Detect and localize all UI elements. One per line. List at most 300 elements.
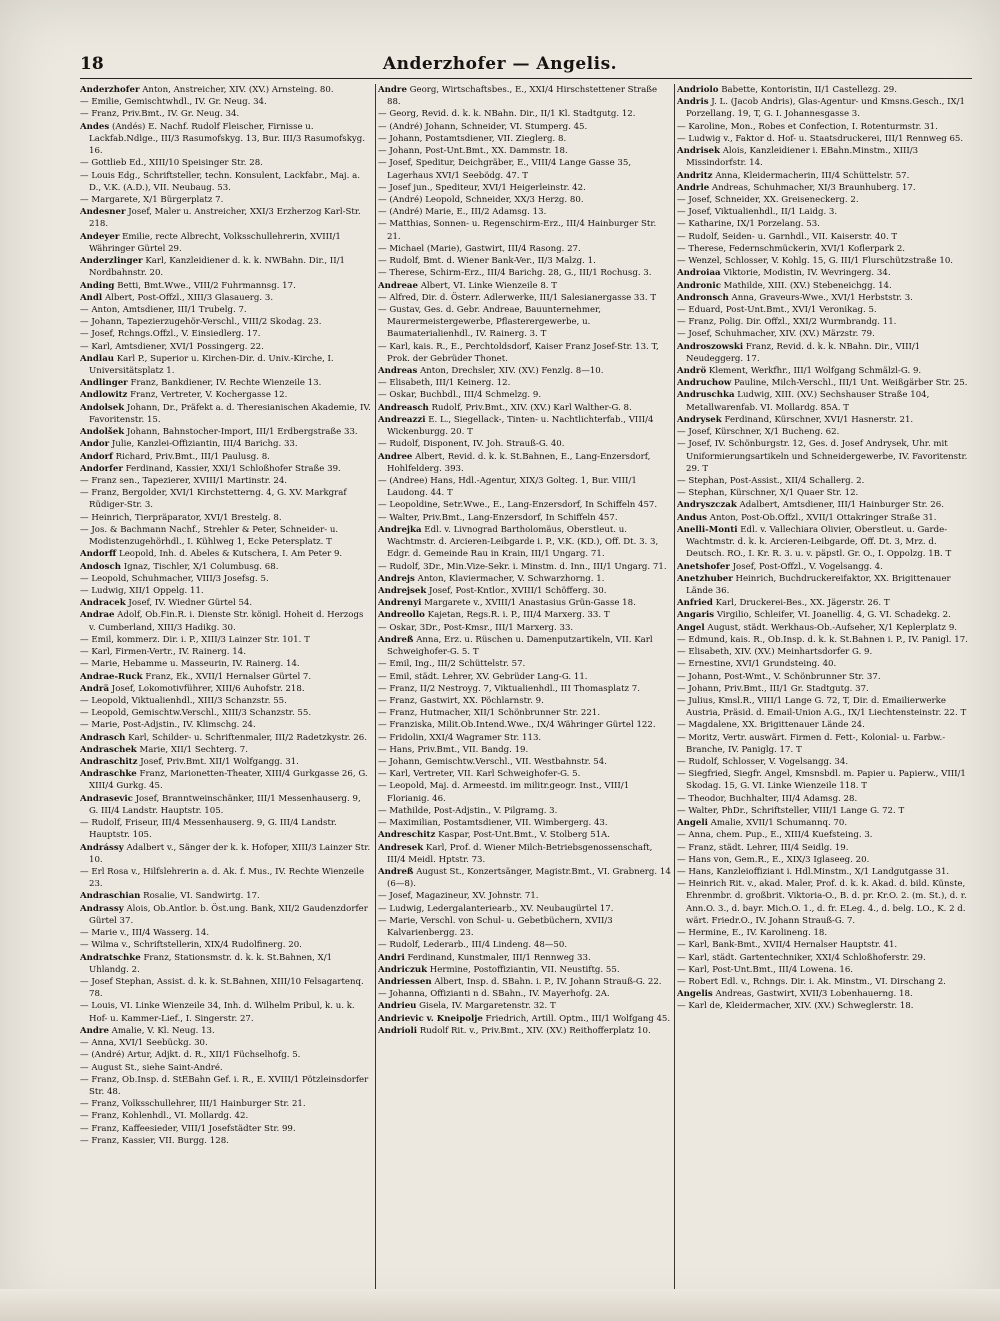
directory-entry bbox=[80, 328, 372, 340]
directory-entry bbox=[677, 133, 970, 145]
directory-entry bbox=[80, 121, 372, 158]
entry-details: — Karl, städt. Gartentechniker, XXI/4 Schloßhoferstr. 29. bbox=[677, 952, 926, 963]
directory-entry bbox=[80, 793, 372, 817]
entry-details: — Ludwig, Ledergalanteriearb., XV. Neubaugürtel 17. bbox=[378, 903, 614, 914]
entry-details: Josef, Branntweinschänker, III/1 Messenhauserg. 9, G. III/4 Landstr. Hauptstr. 105. bbox=[89, 793, 361, 816]
directory-entry bbox=[677, 231, 970, 243]
directory-entry bbox=[378, 744, 671, 756]
entry-details: Margarete v., XVIII/1 Anastasius Grün-Gasse 18. bbox=[424, 598, 636, 609]
entry-details: — Rudolf, Lederarb., III/4 Lindeng. 48—50. bbox=[378, 940, 568, 951]
directory-entry bbox=[677, 170, 970, 182]
entry-details: — Johann, Tapezierzugehör-Verschl., VIII/2 Skodag. 23. bbox=[80, 317, 322, 328]
entry-surname: Anding bbox=[80, 280, 115, 291]
entry-details: Richard, Priv.Bmt., III/1 Paulusg. 8. bbox=[115, 451, 270, 462]
header-rule bbox=[80, 78, 972, 79]
directory-entry bbox=[677, 878, 970, 927]
entry-details: — Anton, Amtsdiener, III/1 Trubelg. 7. bbox=[80, 304, 247, 315]
directory-entry bbox=[80, 561, 372, 573]
directory-entry bbox=[80, 646, 372, 658]
entry-details: Klement, Werkfhr., III/1 Wolfgang Schmälzl-G. 9. bbox=[708, 366, 922, 377]
directory-entry bbox=[378, 976, 671, 988]
entry-details: — Josef, Magazineur, XV. Johnstr. 71. bbox=[378, 891, 539, 902]
directory-entry bbox=[80, 487, 372, 511]
entry-details: — Emil, Ing., III/2 Schüttelstr. 57. bbox=[378, 659, 526, 670]
directory-entry bbox=[80, 1110, 372, 1122]
directory-entry bbox=[677, 671, 970, 683]
directory-entry bbox=[378, 817, 671, 829]
entry-surname: Andeyer bbox=[80, 231, 120, 242]
entry-details: — Margarete, X/1 Bürgerplatz 7. bbox=[80, 194, 224, 205]
directory-entry bbox=[80, 475, 372, 487]
entry-details: (Andés) E. Nachf. Rudolf Fleischer, Firnisse u. Lackfab.Ndlge., III/3 Rasumofskyg. 13, Bur. III/3 Rasumofskyg. 16. bbox=[89, 121, 365, 157]
entry-details: Karl, Druckerei-Bes., XX. Jägerstr. 26. T bbox=[715, 598, 890, 609]
entry-details: — Leopold, Viktualienhdl., XIII/3 Schanzstr. 55. bbox=[80, 695, 287, 706]
entry-details: — Marie, Post-Adjstin., IV. Klimschg. 24. bbox=[80, 720, 256, 731]
entry-details: Mathilde, XIII. (XV.) Stebeneichgg. 14. bbox=[723, 280, 892, 291]
entry-surname: Andl bbox=[80, 292, 103, 303]
entry-surname: Angaris bbox=[677, 610, 715, 621]
entry-details: — Gustav, Ges. d. Gebr. Andreae, Bauunternehmer, Maurermeistergewerbe, Pflasterergewerbe, u. Baumaterialienhdl., IV. Rainerg. 3. T bbox=[378, 304, 601, 340]
directory-entry bbox=[677, 609, 970, 621]
entry-details: — Hermine, E., IV. Karolineng. 18. bbox=[677, 928, 828, 939]
directory-entry bbox=[677, 964, 970, 976]
entry-surname: Andrasevic bbox=[80, 793, 133, 804]
directory-entry bbox=[677, 817, 970, 829]
entry-details: August St., Konzertsänger, Magistr.Bmt., VI. Grabnerg. 14 (6—8). bbox=[387, 867, 671, 890]
directory-entry bbox=[378, 903, 671, 915]
entry-details: — Rudolf, Bmt. d. Wiener Bank-Ver., II/3 Malzg. 1. bbox=[378, 256, 596, 267]
directory-entry bbox=[378, 206, 671, 218]
entry-details: — (Andree) Hans, Hdl.-Agentur, XIX/3 Golteg. 1, Bur. VIII/1 Laudong. 44. T bbox=[378, 476, 637, 499]
column-divider bbox=[674, 84, 675, 1289]
directory-entry bbox=[80, 1000, 372, 1024]
directory-entry bbox=[378, 414, 671, 438]
entry-details: Albert, Post-Offzl., XIII/3 Glasauerg. 3. bbox=[104, 292, 274, 303]
entry-surname: Andrae bbox=[80, 610, 115, 621]
entry-surname: Andrievic v. Kneipolje bbox=[378, 1013, 483, 1024]
directory-entry bbox=[80, 890, 372, 902]
entry-details: — Fridolin, XXI/4 Wagramer Str. 113. bbox=[378, 732, 542, 743]
entry-details: Leopold, Inh. d. Abeles & Kutschera, I. Am Peter 9. bbox=[118, 549, 343, 560]
directory-entry bbox=[378, 438, 671, 450]
entry-details: — Edmund, kais. R., Ob.Insp. d. k. k. St.Bahnen i. P., IV. Panigl. 17. bbox=[677, 634, 968, 645]
entry-details: — Mathilde, Post-Adjstin., V. Pilgramg. 3. bbox=[378, 805, 558, 816]
directory-entry bbox=[80, 1049, 372, 1061]
entry-surname: Andlinger bbox=[80, 378, 128, 389]
directory-entry bbox=[80, 548, 372, 560]
directory-entry bbox=[677, 658, 970, 670]
entry-details: Adolf, Ob.Fin.R. i. Dienste Str. königl. Hoheit d. Herzogs v. Cumberland, XIII/3 Hadikg. 30. bbox=[89, 610, 364, 633]
entry-details: — Wilma v., Schriftstellerin, XIX/4 Rudolfinerg. 20. bbox=[80, 940, 302, 951]
directory-entry bbox=[378, 780, 671, 804]
column-2 bbox=[378, 84, 671, 1289]
directory-entry bbox=[677, 475, 970, 487]
entry-details: — Leopold, Gemischtw.Verschl., XIII/3 Schanzstr. 55. bbox=[80, 708, 312, 719]
directory-entry bbox=[677, 218, 970, 230]
entry-details: Karl, Kanzleidiener d. k. k. NWBahn. Dir., II/1 Nordbahnstr. 20. bbox=[89, 256, 345, 279]
entry-details: — Erl Rosa v., Hilfslehrerin a. d. Ak. f. Mus., IV. Rechte Wienzeile 23. bbox=[80, 867, 365, 890]
directory-entry bbox=[378, 341, 671, 365]
entry-surname: Andriczuk bbox=[378, 964, 428, 975]
entry-surname: Andrejs bbox=[378, 573, 415, 584]
directory-entry bbox=[80, 84, 372, 96]
entry-details: — Anna, chem. Pup., E., XIII/4 Kuefsteing. 3. bbox=[677, 830, 873, 841]
entry-details: — Josef, IV. Schönburgstr. 12, Ges. d. Josef Andrysek, Uhr. mit Uniformierungsartikeln und Schneidergewerbe, IV. Favoritenstr. 29. T bbox=[677, 439, 968, 474]
entry-details: — (André) Artur, Adjkt. d. R., XII/1 Füchselhofg. 5. bbox=[80, 1050, 301, 1061]
directory-entry bbox=[378, 756, 671, 768]
directory-entry bbox=[378, 389, 671, 401]
entry-details: — Georg, Revid. d. k. k. NBahn. Dir., II/1 Kl. Stadtgutg. 12. bbox=[378, 109, 636, 120]
entry-details: Karl P., Superior u. Kirchen-Dir. d. Univ.-Kirche, I. Universitätsplatz 1. bbox=[89, 353, 334, 377]
directory-entry bbox=[677, 1000, 970, 1012]
entry-surname: Andrae-Ruck bbox=[80, 671, 143, 682]
directory-entry bbox=[677, 182, 970, 194]
entry-surname: Andraschek bbox=[80, 744, 137, 755]
directory-entry bbox=[80, 402, 372, 426]
directory-entry bbox=[378, 451, 671, 475]
directory-entry bbox=[80, 573, 372, 585]
entry-details: — Josef jun., Spediteur, XVI/1 Heigerleinstr. 42. bbox=[378, 182, 586, 193]
entry-details: J. L. (Jacob Andris), Glas-Agentur- und Kmsns.Gesch., IX/1 Porzellang. 19, T, G. I. Johannesgasse 3. bbox=[686, 97, 966, 120]
entry-details: Edl. v. Livnograd Bartholomäus, Oberstleut. u. Wachtmstr. d. Arcieren-Leibgarde i. P., V.K. (KD.), Off. Dt. 3. 3, Edgr. d. Gemeinde Rau in Krain, III/1 Ungarg. 71. bbox=[387, 524, 659, 560]
directory-entry bbox=[80, 194, 372, 206]
directory-entry bbox=[80, 744, 372, 756]
directory-entry bbox=[378, 609, 671, 621]
entry-details: — Franz, Priv.Bmt., IV. Gr. Neug. 34. bbox=[80, 109, 240, 120]
directory-entry bbox=[378, 683, 671, 695]
entry-surname: Andreß bbox=[378, 867, 414, 877]
entry-details: Josef, Maler u. Anstreicher, XXI/3 Erzherzog Karl-Str. 218. bbox=[89, 207, 361, 230]
directory-entry bbox=[378, 218, 671, 242]
entry-surname: Andratschke bbox=[80, 952, 141, 963]
entry-surname: Andruschka bbox=[677, 390, 735, 401]
entry-details: — Anna, XVI/1 Seebückg. 30. bbox=[80, 1038, 208, 1049]
entry-surname: Andri bbox=[378, 952, 405, 963]
entry-details: Josef, Priv.Bmt. XII/1 Wolfgangg. 31. bbox=[140, 757, 299, 768]
entry-details: — Franz sen., Tapezierer, XVIII/1 Martinstr. 24. bbox=[80, 476, 288, 486]
directory-entry bbox=[80, 1135, 372, 1147]
entry-surname: Anderzlinger bbox=[80, 256, 143, 267]
directory-entry bbox=[378, 145, 671, 157]
directory-entry bbox=[378, 84, 671, 108]
directory-entry bbox=[677, 829, 970, 841]
column-3 bbox=[677, 84, 970, 1289]
directory-entry bbox=[677, 561, 970, 573]
entry-surname: Andrejsek bbox=[378, 585, 427, 596]
directory-entry bbox=[378, 658, 671, 670]
entry-surname: Andorfer bbox=[80, 463, 123, 474]
directory-entry bbox=[80, 170, 372, 194]
directory-entry bbox=[80, 463, 372, 475]
entry-details: — Heinrich Rit. v., akad. Maler, Prof. d. k. k. Akad. d. bild. Künste, Ehrenmbr. d. großbrit. Viktoria-O., B. d. pr. Kr.O. 2. (m. St.), d. r. Ann.O. 3., d. bayr. Mich.O. 1., d. fr. ELeg. 4., d. belg. LO., K. 2 d. wärt. Friedr.O., IV. Johann Strauß-G. 7. bbox=[677, 879, 967, 926]
directory-entry bbox=[378, 915, 671, 939]
entry-details: Josef, IV. Wiedner Gürtel 54. bbox=[128, 598, 253, 609]
entry-details: — Franz, Hutmacher, XII/1 Schönbrunner Str. 221. bbox=[378, 708, 601, 719]
entry-surname: Andriolo bbox=[677, 85, 719, 95]
directory-entry bbox=[80, 1037, 372, 1049]
entry-details: Albert, Insp. d. SBahn. i. P., IV. Johann Strauß-G. 22. bbox=[434, 976, 662, 987]
entry-details: — Franz, Kassier, VII. Burgg. 128. bbox=[80, 1135, 229, 1146]
directory-entry bbox=[378, 1000, 671, 1012]
entry-surname: Andreschitz bbox=[378, 830, 436, 841]
directory-entry bbox=[378, 768, 671, 780]
directory-entry bbox=[677, 121, 970, 133]
entry-details: — Franz, Kaffeesieder, VIII/1 Josefstädter Str. 99. bbox=[80, 1123, 296, 1134]
directory-entry bbox=[378, 1025, 671, 1037]
entry-details: Anna, Erz. u. Rüschen u. Damenputzartikeln, VII. Karl Schweighofer-G. 5. T bbox=[387, 634, 653, 658]
directory-entry bbox=[378, 182, 671, 194]
entry-surname: Andraschke bbox=[80, 769, 137, 780]
directory-entry bbox=[378, 573, 671, 585]
entry-details: — Louis, VI. Linke Wienzeile 34, Inh. d. Wilhelm Pribul, k. u. k. Hof- u. Kammer-Lief., I. Singerstr. 27. bbox=[80, 1001, 355, 1024]
entry-details: Ferdinand, Kunstmaler, III/1 Rennweg 33. bbox=[407, 952, 591, 963]
entry-details: — Johanna, Offizianti n d. SBahn., IV. Mayerhofg. 2A. bbox=[378, 989, 610, 1000]
entry-details: Hermine, Postoffiziantin, VII. Neustiftg. 55. bbox=[429, 964, 620, 975]
entry-details: Adalbert, Amtsdiener, III/1 Hainburger Str. 26. bbox=[739, 500, 944, 511]
directory-entry bbox=[677, 866, 970, 878]
entry-surname: Andrä bbox=[80, 683, 110, 694]
entry-details: Amalie, XVII/1 Schumannq. 70. bbox=[710, 818, 848, 829]
entry-details: — August St., siehe Saint-André. bbox=[80, 1062, 223, 1073]
entry-details: Georg, Wirtschaftsbes., E., XXI/4 Hirschstettener Straße 88. bbox=[387, 85, 658, 108]
directory-entry bbox=[378, 988, 671, 1000]
directory-entry bbox=[80, 609, 372, 633]
directory-entry bbox=[80, 231, 372, 255]
directory-entry bbox=[677, 243, 970, 255]
entry-details: — Franz, Polig. Dir. Offzl., XXI/2 Wurmbrandg. 11. bbox=[677, 317, 897, 328]
directory-entry bbox=[80, 1098, 372, 1110]
column-divider bbox=[375, 84, 376, 1289]
entry-details: — Eduard, Post-Unt.Bmt., XVI/1 Veronikag. 5. bbox=[677, 304, 877, 315]
directory-entry bbox=[677, 646, 970, 658]
directory-entry bbox=[80, 96, 372, 108]
entry-details: — Elisabeth, XIV. (XV.) Meinhartsdorfer G. 9. bbox=[677, 647, 873, 658]
entry-details: — Leopoldine, Setr.Wwe., E., Lang-Enzersdorf, In Schiffeln 457. bbox=[378, 500, 658, 511]
entry-surname: Andritz bbox=[677, 170, 713, 181]
entry-details: — Michael (Marie), Gastwirt, III/4 Rasong. 27. bbox=[378, 243, 581, 254]
directory-entry bbox=[80, 451, 372, 463]
directory-entry bbox=[378, 890, 671, 902]
directory-entry bbox=[677, 939, 970, 951]
entry-details: — Rudolf, Seiden- u. Garnhdl., VII. Kaiserstr. 40. T bbox=[677, 231, 898, 242]
entry-details: Franz, Revid. d. k. k. NBahn. Dir., VIII/1 Neudeggerg. 17. bbox=[686, 341, 921, 364]
entry-details: — Karl, Amtsdiener, XVI/1 Possingerg. 22. bbox=[80, 341, 264, 352]
entry-surname: Andrássy bbox=[80, 842, 124, 853]
entry-details: Ferdinand, Kassier, XXI/1 Schloßhofer Straße 39. bbox=[125, 463, 341, 474]
column-1 bbox=[80, 84, 372, 1289]
directory-entry bbox=[80, 389, 372, 401]
entry-details: — Josef, Rchngs.Offzl., V. Einsiedlerg. 17. bbox=[80, 329, 261, 340]
directory-entry bbox=[80, 1062, 372, 1074]
directory-entry bbox=[677, 597, 970, 609]
entry-details: Anton, Anstreicher, XIV. (XV.) Arnsteing. 80. bbox=[142, 85, 334, 95]
entry-surname: Andrioli bbox=[378, 1025, 417, 1036]
directory-entry bbox=[80, 903, 372, 927]
entry-details: Franz, Vertreter, V. Kochergasse 12. bbox=[130, 390, 288, 401]
directory-entry bbox=[80, 1074, 372, 1098]
directory-entry bbox=[378, 267, 671, 279]
entry-details: — Gottlieb Ed., XIII/10 Speisinger Str. 28. bbox=[80, 158, 263, 169]
directory-entry bbox=[378, 108, 671, 120]
directory-entry bbox=[80, 1123, 372, 1135]
directory-entry bbox=[677, 756, 970, 768]
directory-entry bbox=[677, 206, 970, 218]
entry-surname: Andraschitz bbox=[80, 757, 138, 768]
entry-details: Virgilio, Schleifer, VI. Joanellig. 4, G. VI. Schadekg. 2. bbox=[716, 610, 951, 621]
entry-details: — Marie, Verschl. von Schul- u. Gebetbüchern, XVII/3 Kalvarienbergg. 23. bbox=[378, 915, 613, 939]
entry-surname: Andrö bbox=[677, 366, 707, 377]
entry-details: — Marie, Hebamme u. Masseurin, IV. Rainerg. 14. bbox=[80, 659, 300, 670]
directory-entry bbox=[677, 438, 970, 475]
directory-entry bbox=[378, 561, 671, 573]
entry-details: Franz, Ek., XVII/1 Hernalser Gürtel 7. bbox=[145, 671, 312, 682]
directory-entry bbox=[80, 377, 372, 389]
directory-entry bbox=[677, 280, 970, 292]
entry-details: — Hans, Kanzleioffiziant i. Hdl.Minstm., X/1 Landgutgasse 31. bbox=[677, 867, 950, 877]
entry-details: Rudolf, Priv.Bmt., XIV. (XV.) Karl Walther-G. 8. bbox=[431, 402, 632, 413]
entry-details: — (André) Johann, Schneider, VI. Stumperg. 45. bbox=[378, 121, 588, 132]
directory-entry bbox=[677, 988, 970, 1000]
directory-entry bbox=[378, 866, 671, 890]
entry-details: — Hans von, Gem.R., E., XIX/3 Iglaseeg. 20. bbox=[677, 854, 870, 865]
entry-details: Karl, Schilder- u. Schriftenmaler, III/2 Radetzkystr. 26. bbox=[128, 732, 367, 743]
entry-details: Albert, Revid. d. k. k. St.Bahnen, E., Lang-Enzersdorf, Hohlfelderg. 393. bbox=[387, 451, 651, 474]
directory-entry bbox=[378, 121, 671, 133]
entry-details: — Rudolf, Friseur, III/4 Messenhauserg. 9, G. III/4 Landstr. Hauptstr. 105. bbox=[80, 818, 337, 841]
entry-surname: Angel bbox=[677, 622, 705, 633]
entry-details: — Therese, Schirm-Erz., III/4 Barichg. 28, G., III/1 Rochusg. 3. bbox=[378, 268, 652, 279]
directory-entry bbox=[80, 426, 372, 438]
entry-surname: Andrle bbox=[677, 182, 710, 193]
directory-entry bbox=[80, 976, 372, 1000]
entry-details: Rudolf Rit. v., Priv.Bmt., XIV. (XV.) Reithofferplatz 10. bbox=[419, 1025, 651, 1036]
directory-entry bbox=[378, 304, 671, 341]
entry-details: — Franz, Volksschullehrer, III/1 Hainburger Str. 21. bbox=[80, 1099, 306, 1110]
directory-entry bbox=[677, 842, 970, 854]
directory-entry bbox=[80, 316, 372, 328]
entry-surname: Anfried bbox=[677, 598, 713, 609]
entry-surname: Anderzhofer bbox=[80, 85, 140, 95]
entry-details: — Johann, Postamtsdiener, VII. Zieglerg. 8. bbox=[378, 133, 567, 144]
entry-details: — Josef, Viktualienhdl., II/1 Laidg. 3. bbox=[677, 207, 838, 218]
entry-details: Anton, Klaviermacher, V. Schwarzhorng. 1. bbox=[417, 573, 605, 584]
directory-entry bbox=[378, 732, 671, 744]
entry-details: Emilie, recte Albrecht, Volksschullehrerin, XVIII/1 Währinger Gürtel 29. bbox=[89, 231, 341, 254]
entry-surname: Andrenyi bbox=[378, 598, 422, 609]
entry-details: E. L., Siegellack-, Tinten- u. Nachtlichterfab., VIII/4 Wickenburgg. 20. T bbox=[387, 414, 654, 438]
entry-surname: Andruchow bbox=[677, 378, 732, 389]
entry-details: — Johann, Priv.Bmt., III/1 Gr. Stadtgutg. 37. bbox=[677, 683, 869, 694]
entry-details: Alois, Kanzleidiener i. EBahn.Minstm., XIII/3 Missindorfstr. 14. bbox=[686, 146, 919, 169]
entry-details: Viktorie, Modistin, IV. Wevringerg. 34. bbox=[723, 268, 891, 279]
directory-entry bbox=[677, 573, 970, 597]
directory-entry bbox=[378, 952, 671, 964]
entry-details: Franz, Marionetten-Theater, XIII/4 Gurkgasse 26, G. XIII/4 Gurkg. 45. bbox=[89, 769, 368, 792]
entry-details: Julie, Kanzlei-Offiziantin, III/4 Barichg. 33. bbox=[111, 439, 298, 450]
entry-details: — Elisabeth, III/1 Keinerg. 12. bbox=[378, 378, 511, 389]
directory-entry bbox=[378, 1013, 671, 1025]
directory-entry bbox=[80, 280, 372, 292]
entry-surname: Andreollo bbox=[378, 610, 425, 621]
entry-details: Ignaz, Tischler, X/1 Columbusg. 68. bbox=[123, 561, 279, 572]
entry-details: — Heinrich, Tierpräparator, XVI/1 Brestelg. 8. bbox=[80, 512, 282, 523]
entry-surname: Androszowski bbox=[677, 341, 744, 352]
entry-details: Betti, Bmt.Wwe., VIII/2 Fuhrmannsg. 17. bbox=[117, 280, 296, 291]
entry-details: — Franz, städt. Lehrer, III/4 Seidlg. 19. bbox=[677, 842, 849, 853]
entry-surname: Andorff bbox=[80, 549, 117, 560]
directory-entry bbox=[378, 939, 671, 951]
entry-details: — Maximilian, Postamtsdiener, VII. Wimbergerg. 43. bbox=[378, 818, 608, 829]
entry-details: Edl. v. Vallechiara Olivier, Oberstleut. u. Garde-Wachtmstr. d. k. k. Arcieren-Leibgarde, Off. Dt. 3, Mrz. d. Deutsch. RO., I. Kr. R. 3. u. v. päpstl. Gr. O., I. Oppolzg. 1B. T bbox=[686, 524, 952, 560]
entry-details: — Emil, städt. Lehrer, XV. Gebrüder Lang-G. 11. bbox=[378, 671, 588, 682]
directory-entry bbox=[80, 952, 372, 976]
directory-entry bbox=[378, 719, 671, 731]
directory-entry bbox=[378, 255, 671, 267]
entry-surname: Andlau bbox=[80, 353, 115, 364]
entry-details: — Jos. & Bachmann Nachf., Strehler & Peter, Schneider- u. Modistenzugehörhdl., I. Kühlweg 1, Ecke Petersplatz. T bbox=[80, 524, 339, 548]
entry-surname: Andreazzi bbox=[378, 414, 426, 425]
directory-entry bbox=[677, 683, 970, 695]
directory-entry bbox=[80, 842, 372, 866]
entry-details: Johann, Dr., Präfekt a. d. Theresianischen Akademie, IV. Favoritenstr. 15. bbox=[89, 402, 371, 425]
directory-entry bbox=[378, 377, 671, 389]
entry-details: — Karl de, Kleidermacher, XIV. (XV.) Schweglerstr. 18. bbox=[677, 1001, 914, 1012]
entry-details: Ferdinand, Kürschner, XVI/1 Hasnerstr. 21. bbox=[724, 414, 914, 425]
entry-details: — Walter, Priv.Bmt., Lang-Enzersdorf, In Schiffeln 457. bbox=[378, 512, 618, 523]
entry-surname: Andrysek bbox=[677, 414, 722, 425]
entry-details: — Rudolf, Schlosser, V. Vogelsangg. 34. bbox=[677, 757, 849, 768]
entry-details: — Louis Edg., Schriftsteller, techn. Konsulent, Lackfabr., Maj. a. D., V.K. (A.D.), VII. Neubaug. 53. bbox=[80, 170, 360, 193]
directory-entry bbox=[677, 719, 970, 731]
entry-surname: Andus bbox=[677, 512, 708, 523]
directory-entry bbox=[677, 96, 970, 120]
entry-details: Adalbert v., Sänger der k. k. Hofoper, XIII/3 Lainzer Str. 10. bbox=[89, 842, 371, 865]
directory-entry bbox=[677, 499, 970, 511]
entry-surname: Angelis bbox=[677, 989, 713, 1000]
directory-entry bbox=[677, 414, 970, 426]
directory-entry bbox=[677, 634, 970, 646]
directory-entry bbox=[80, 719, 372, 731]
directory-entry bbox=[378, 829, 671, 841]
entry-details: — Franz, II/2 Nestroyg. 7, Viktualienhdl., III Thomasplatz 7. bbox=[378, 683, 640, 694]
entry-surname: Andris bbox=[677, 97, 709, 108]
entry-surname: Andolsek bbox=[80, 402, 125, 413]
directory-entry bbox=[80, 756, 372, 768]
entry-details: — Josef Stephan, Assist. d. k. k. St.Bahnen, XIII/10 Felsagartenq. 78. bbox=[80, 976, 364, 1000]
entry-details: — Ernestine, XVI/1 Grundsteing. 40. bbox=[677, 659, 837, 670]
directory-entry bbox=[677, 695, 970, 719]
entry-details: Pauline, Milch-Verschl., III/1 Unt. Weißgärber Str. 25. bbox=[734, 378, 968, 389]
entry-surname: Andreae bbox=[378, 280, 418, 291]
directory-entry bbox=[677, 267, 970, 279]
entry-details: — Matthias, Sonnen- u. Regenschirm-Erz., III/4 Hainburger Str. 21. bbox=[378, 219, 657, 242]
entry-details: Anton, Drechsler, XIV. (XV.) Fenzlg. 8—10. bbox=[420, 366, 604, 377]
entry-details: — Franz, Ob.Insp. d. StEBahn Gef. i. R., E. XVIII/1 Pötzleinsdorfer Str. 48. bbox=[80, 1074, 369, 1097]
directory-entry bbox=[80, 695, 372, 707]
directory-entry bbox=[378, 622, 671, 634]
entry-details: — Rudolf, Disponent, IV. Joh. Strauß-G. 40. bbox=[378, 439, 565, 450]
entry-details: Kajetan, Regs.R. i. P., III/4 Marxerg. 33. T bbox=[427, 610, 610, 621]
entry-details: — Stephan, Post-Assist., XII/4 Schallerg. 2. bbox=[677, 476, 865, 486]
entry-details: — Julius, Kmsl.R., VIII/1 Lange G. 72, T, Dir. d. Emailierwerke Austria, Präsid. d. Email-Union A.G., IX/1 Liechtensteinstr. 22. T bbox=[677, 695, 967, 719]
entry-surname: Andrasch bbox=[80, 732, 126, 743]
directory-entry bbox=[677, 84, 970, 96]
entry-details: — Therese, Federnschmückerin, XVI/1 Koflerpark 2. bbox=[677, 243, 906, 254]
entry-surname: Andreasch bbox=[378, 402, 429, 413]
directory-entry bbox=[80, 353, 372, 377]
entry-details: Anna, Graveurs-Wwe., XVI/1 Herbststr. 3. bbox=[731, 292, 913, 303]
directory-entry bbox=[677, 976, 970, 988]
